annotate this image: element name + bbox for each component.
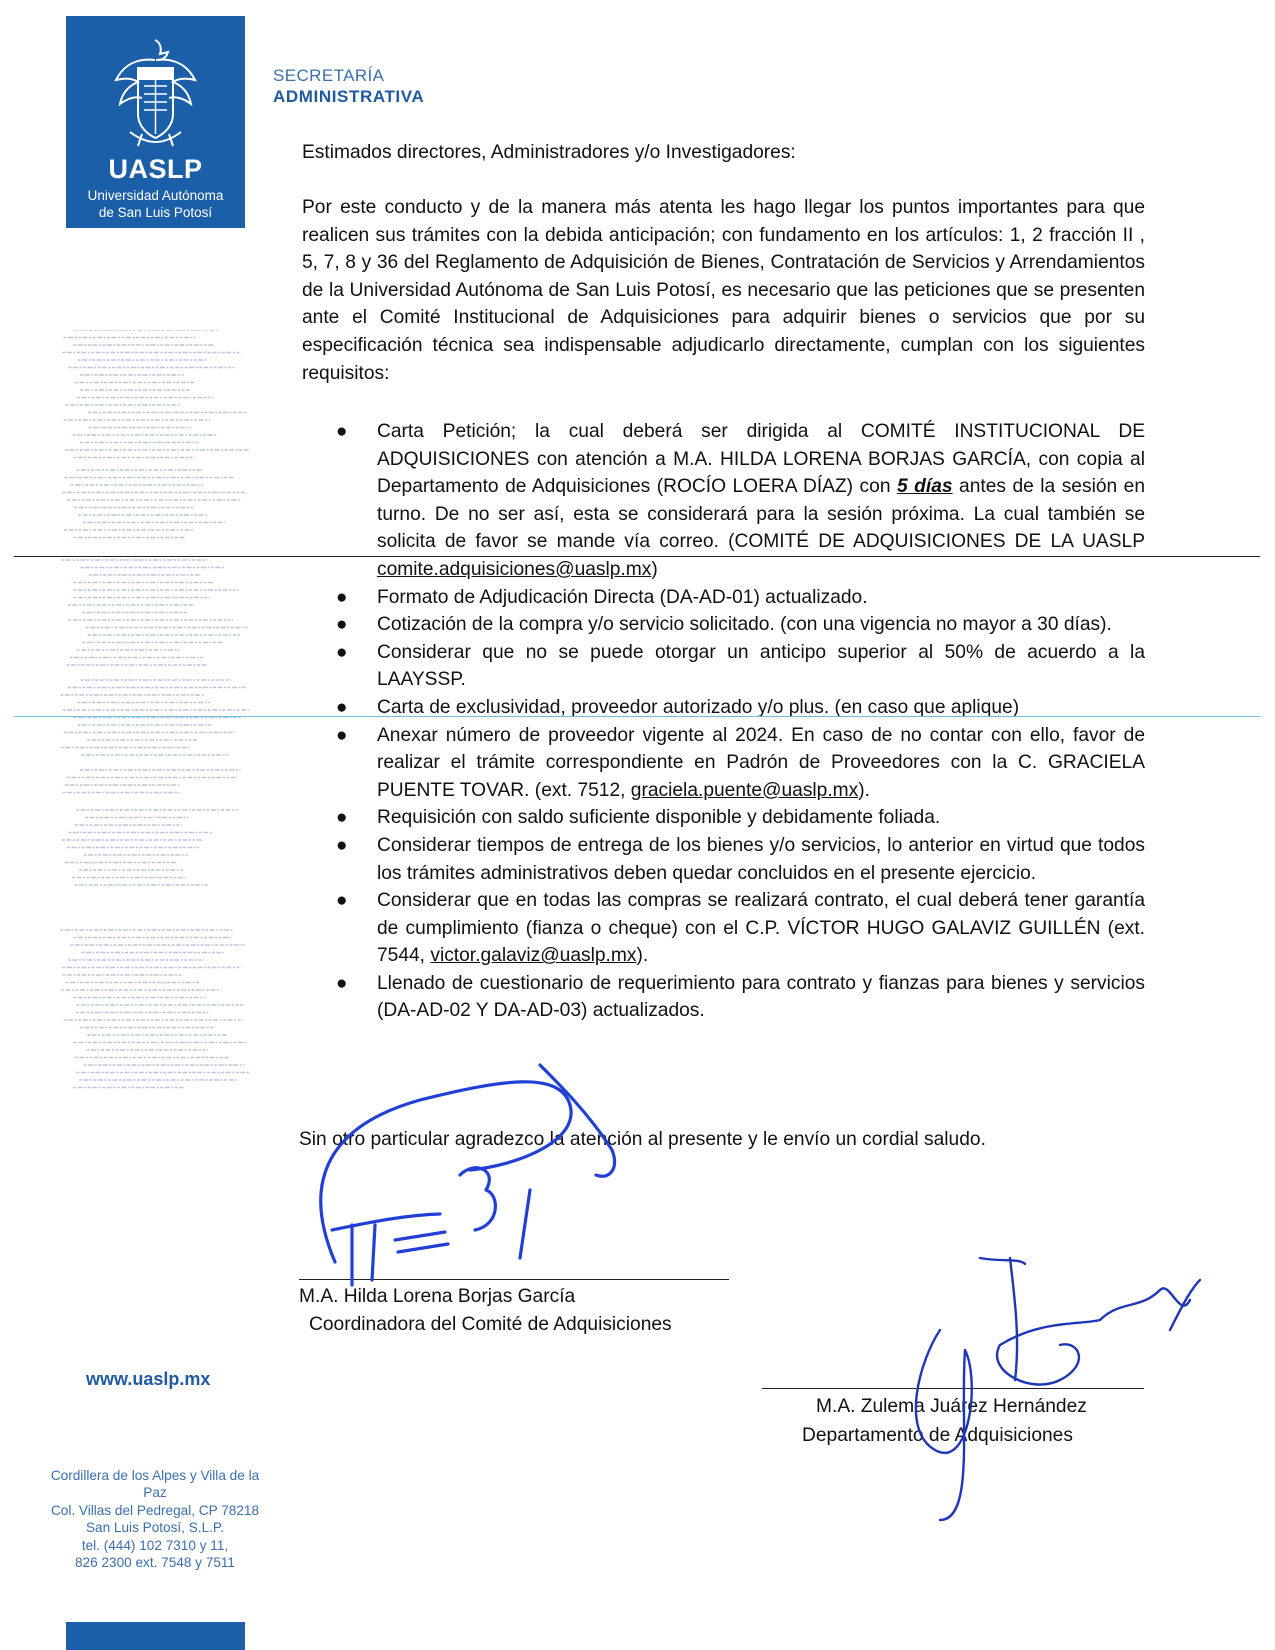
footer-brand-bar: [66, 1622, 245, 1650]
list-item: ● Considerar que no se puede otorgar un anticipo superior al 50% de acuerdo a la LAAYSSP.: [302, 639, 1145, 694]
signature-line-1: [299, 1279, 729, 1280]
logo-name-line2: de San Luis Potosí: [98, 205, 213, 220]
signer-1-name: M.A. Hilda Lorena Borjas García: [299, 1286, 576, 1307]
signature-2-ink: [916, 1258, 1200, 1520]
scan-artifact-line-dark: [14, 556, 1260, 557]
list-item: ● Carta Petición; la cual deberá ser dirigida al COMITÉ INSTITUCIONAL DE ADQUISICIONES con atención a M.A. HILDA LORENA BORJAS GARCÍA, con copia al Departamento de Adquisiciones (ROCÍO LOERA DÍAZ) con 5 días antes de la sesión en turno. De no ser así, esta se considerará para la sesión próxima. La cual también se solicita de favor se mande vía correo. (COMITÉ DE ADQUISICIONES DE LA UASLP comite.adquisiciones@uaslp.mx): [302, 418, 1145, 584]
bullet-icon: ●: [336, 696, 348, 718]
signer-2-role: Departamento de Adquisiciones: [802, 1425, 1073, 1446]
signature-line-2: [762, 1388, 1144, 1389]
bullet-icon: ●: [336, 586, 348, 608]
requirements-list: [302, 418, 1145, 1025]
header-administrativa: ADMINISTRATIVA: [273, 87, 425, 106]
signature-1-ink: [321, 1065, 615, 1285]
list-item: ● Formato de Adjudicación Directa (DA-AD-01) actualizado.: [302, 584, 1145, 612]
list-item: ● Considerar tiempos de entrega de los bienes y/o servicios, lo anterior en virtud que todos los trámites administrativos deben quedar concluidos en el presente ejercicio.: [302, 832, 1145, 887]
intro-paragraph: Por este conducto y de la manera más atenta les hago llegar los puntos importantes para que realicen sus trámites con la debida anticipación; con fundamento en los artículos: 1, 2 fracción II , 5, 7, 8 y 36 del Reglamento de Adquisición de Bienes, Contratación de Servicios y Arrendamientos de la Universidad Autónoma de San Luis Potosí, es necesario que las peticiones que se presenten ante el Comité Institucional de Adquisiciones para adquirir bienes o servicios que por su especificación técnica sea indispensable adjudicarlo directamente, cumplan con los siguientes requisitos:: [302, 197, 1145, 384]
list-item: ● Considerar que en todas las compras se realizará contrato, el cual deberá tener garantía de cumplimiento (fianza o cheque) con el C.P. VÍCTOR HUGO GALAVIZ GUILLÉN (ext. 7544, victor.galaviz@uaslp.mx).: [302, 887, 1145, 970]
logo-acronym: UASLP: [108, 154, 203, 184]
greeting: Estimados directores, Administradores y/o Investigadores:: [302, 142, 796, 163]
uaslp-logo: [66, 16, 245, 228]
email-link-comite[interactable]: comite.adquisiciones@uaslp.mx: [377, 558, 652, 580]
signer-2-name: M.A. Zulema Juárez Hernández: [816, 1396, 1087, 1417]
list-item: ● Cotización de la compra y/o servicio solicitado. (con una vigencia no mayor a 30 días).: [302, 611, 1145, 639]
list-item: ● Anexar número de proveedor vigente al 2024. En caso de no contar con ello, favor de realizar el trámite correspondiente en Padrón de Proveedores con la C. GRACIELA PUENTE TOVAR. (ext. 7512, graciela.puente@uaslp.mx).: [302, 722, 1145, 805]
bullet-icon: ●: [336, 807, 348, 829]
email-link-victor[interactable]: victor.galaviz@uaslp.mx: [430, 945, 637, 967]
bullet-icon: ●: [336, 724, 348, 746]
bullet-icon: ●: [336, 641, 348, 663]
closing-line: Sin otro particular agradezco la atención al presente y le envío un cordial saludo.: [299, 1129, 986, 1150]
email-link-graciela[interactable]: graciela.puente@uaslp.mx: [630, 779, 859, 801]
eagle-crest-icon: [108, 34, 203, 149]
bullet-icon: ●: [336, 972, 348, 994]
bullet-icon: ●: [336, 890, 348, 912]
bullet-icon: ●: [336, 614, 348, 636]
address-block: Cordillera de los Alpes y Villa de la Paz Col. Villas del Pedregal, CP 78218 San Luis Potosí, S.L.P. tel. (444) 102 7310 y 11, 826 2300 ext. 7548 y 7511: [50, 1468, 260, 1571]
scan-artifact-line-cyan: [14, 716, 1260, 717]
logo-name-line1: Universidad Autónoma: [87, 188, 224, 203]
website-link[interactable]: www.uaslp.mx: [86, 1369, 211, 1389]
header-secretaria: SECRETARÍA: [273, 66, 385, 85]
list-item: ● Llenado de cuestionario de requerimiento para contrato y fianzas para bienes y servicios (DA-AD-02 Y DA-AD-03) actualizados.: [302, 970, 1145, 1025]
signer-1-role: Coordinadora del Comité de Adquisiciones: [309, 1314, 672, 1335]
list-item: ● Carta de exclusividad, proveedor autorizado y/o plus. (en caso que aplique): [302, 694, 1145, 722]
list-item: ● Requisición con saldo suficiente disponible y debidamente foliada.: [302, 804, 1145, 832]
bullet-icon: ●: [336, 421, 348, 442]
bullet-icon: ●: [336, 834, 348, 856]
days-emphasis: 5 días: [896, 476, 953, 498]
watermark-text: [58, 330, 253, 1130]
